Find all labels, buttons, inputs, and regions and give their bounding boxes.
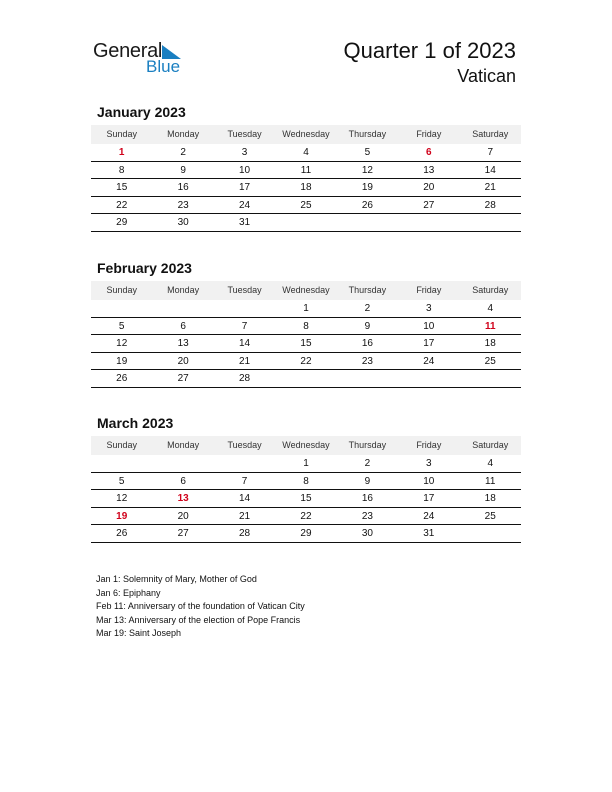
weekday-label: Monday: [167, 440, 200, 450]
day-cell: 19: [116, 510, 128, 522]
logo-text-general: General: [93, 40, 163, 62]
day-cell: 23: [361, 510, 373, 522]
day-cell: [398, 370, 459, 387]
day-cell: 8: [303, 320, 309, 332]
holiday-note: Mar 19: Saint Joseph: [96, 628, 182, 639]
day-cell: 30: [177, 217, 189, 229]
day-cell: 26: [361, 199, 373, 211]
day-cell: 21: [238, 355, 251, 367]
day-cell: 6: [180, 320, 186, 332]
day-cell: 8: [118, 164, 125, 176]
logo-text-blue: Blue: [146, 57, 181, 76]
day-cell: [398, 214, 459, 231]
day-cell: 18: [300, 182, 312, 194]
day-cell: 2: [364, 303, 371, 314]
day-cell: 7: [241, 320, 248, 332]
brand-logo: [93, 40, 193, 80]
week-row: [91, 455, 521, 473]
day-cell: 4: [487, 303, 494, 314]
day-cell: 12: [116, 493, 128, 505]
day-cell: 20: [177, 355, 189, 367]
day-cell: [460, 214, 521, 231]
day-cell: 10: [423, 320, 435, 332]
day-cell: 4: [487, 458, 494, 469]
day-cell: 13: [423, 164, 435, 176]
day-cell: 10: [238, 164, 251, 176]
day-cell: 22: [116, 199, 128, 211]
day-cell: [152, 300, 213, 317]
day-cell: 11: [484, 320, 496, 332]
day-cell: 4: [303, 147, 309, 158]
weekday-label: Thursday: [348, 129, 387, 139]
weekday-label: Wednesday: [282, 440, 330, 450]
week-row: [91, 318, 521, 336]
day-cell: 13: [177, 338, 189, 350]
month-title: January 2023: [97, 104, 186, 120]
day-cell: 7: [241, 475, 248, 487]
day-cell: 2: [364, 458, 371, 469]
day-cell: [91, 455, 152, 472]
weekday-label: Wednesday: [282, 285, 330, 295]
weekday-label: Saturday: [472, 285, 509, 295]
week-row: [91, 525, 521, 543]
weekday-label: Tuesday: [227, 440, 262, 450]
weekday-header: [91, 281, 521, 300]
day-cell: 15: [116, 182, 128, 194]
week-row: [91, 214, 521, 232]
day-cell: 13: [177, 493, 189, 505]
day-cell: 17: [423, 338, 435, 350]
day-cell: 24: [423, 510, 435, 522]
day-cell: [214, 300, 275, 317]
day-cell: 23: [177, 199, 189, 211]
day-cell: 1: [303, 458, 309, 469]
month-calendar-february: [91, 260, 521, 388]
day-cell: 5: [364, 147, 371, 158]
day-cell: 22: [300, 510, 312, 522]
day-cell: [460, 370, 521, 387]
week-row: [91, 300, 521, 318]
weekday-label: Sunday: [106, 285, 137, 295]
day-cell: [275, 370, 336, 387]
day-cell: 25: [484, 510, 496, 522]
day-cell: [91, 300, 152, 317]
day-cell: 9: [364, 475, 371, 487]
day-cell: 9: [364, 320, 371, 332]
weekday-label: Tuesday: [227, 129, 262, 139]
day-cell: 22: [300, 355, 312, 367]
day-cell: 6: [180, 475, 186, 487]
day-cell: 18: [484, 493, 496, 505]
page-title: Quarter 1 of 2023: [343, 38, 516, 63]
holiday-note: Jan 1: Solemnity of Mary, Mother of God: [96, 574, 257, 584]
day-cell: 1: [303, 303, 309, 314]
day-cell: 27: [423, 199, 435, 211]
day-cell: 20: [177, 510, 189, 522]
day-cell: 12: [116, 338, 128, 350]
month-title: March 2023: [97, 415, 174, 431]
week-row: [91, 370, 521, 388]
weekday-label: Friday: [416, 440, 442, 450]
day-cell: 27: [177, 528, 189, 540]
day-cell: [275, 214, 336, 231]
day-cell: 3: [426, 458, 432, 469]
day-cell: 24: [238, 199, 251, 211]
week-row: [91, 197, 521, 215]
weekday-label: Friday: [416, 129, 442, 139]
day-cell: [214, 455, 275, 472]
day-cell: 5: [118, 475, 125, 487]
holiday-note: Feb 11: Anniversary of the foundation of Vatican City: [96, 601, 305, 612]
holiday-note: Jan 6: Epiphany: [96, 587, 161, 598]
month-calendar-january: [91, 104, 521, 232]
day-cell: 2: [180, 147, 186, 158]
day-cell: 28: [238, 528, 251, 540]
month-title: February 2023: [97, 260, 192, 276]
weekday-label: Tuesday: [227, 285, 262, 295]
week-row: [91, 490, 521, 508]
week-row: [91, 179, 521, 197]
day-cell: [460, 525, 521, 542]
weekday-label: Sunday: [106, 129, 137, 139]
day-cell: 14: [238, 338, 251, 350]
day-cell: 24: [423, 355, 435, 367]
day-cell: 19: [361, 182, 373, 194]
day-cell: 10: [423, 475, 435, 487]
day-cell: 28: [484, 199, 496, 211]
day-cell: 29: [116, 217, 128, 229]
day-cell: 16: [361, 338, 373, 350]
week-row: [91, 335, 521, 353]
holiday-note: Mar 13: Anniversary of the election of Pope Francis: [96, 614, 301, 625]
day-cell: 25: [300, 199, 312, 211]
day-cell: 18: [484, 338, 496, 350]
country-subtitle: Vatican: [457, 66, 516, 86]
day-cell: 16: [361, 493, 373, 505]
week-row: [91, 473, 521, 491]
day-cell: 21: [238, 510, 251, 522]
day-cell: 15: [300, 338, 312, 350]
weekday-label: Saturday: [472, 129, 509, 139]
day-cell: 28: [238, 373, 251, 385]
day-cell: 31: [423, 528, 435, 540]
weekday-label: Saturday: [472, 440, 509, 450]
day-cell: [337, 214, 398, 231]
weekday-label: Sunday: [106, 440, 137, 450]
day-cell: 14: [238, 493, 251, 505]
weekday-label: Friday: [416, 285, 442, 295]
day-cell: 7: [487, 147, 494, 158]
week-row: [91, 144, 521, 162]
weekday-label: Monday: [167, 285, 200, 295]
day-cell: 12: [361, 164, 373, 176]
week-row: [91, 508, 521, 526]
day-cell: 26: [116, 373, 128, 385]
day-cell: 21: [484, 182, 496, 194]
day-cell: 11: [300, 164, 312, 176]
weekday-label: Wednesday: [282, 129, 330, 139]
day-cell: 25: [484, 355, 496, 367]
day-cell: 31: [238, 217, 251, 229]
day-cell: 23: [361, 355, 373, 367]
day-cell: 3: [426, 303, 432, 314]
week-row: [91, 162, 521, 180]
day-cell: 3: [241, 147, 248, 158]
day-cell: 26: [116, 528, 128, 540]
day-cell: [152, 455, 213, 472]
day-cell: 9: [180, 164, 186, 176]
day-cell: 19: [116, 355, 128, 367]
day-cell: 20: [423, 182, 435, 194]
day-cell: 5: [118, 320, 125, 332]
weekday-header: [91, 436, 521, 455]
week-row: [91, 353, 521, 371]
day-cell: 17: [238, 182, 251, 194]
month-calendar-march: [91, 415, 521, 543]
day-cell: 27: [177, 373, 189, 385]
day-cell: 8: [303, 475, 309, 487]
day-cell: 29: [300, 528, 312, 540]
day-cell: 15: [300, 493, 312, 505]
weekday-label: Thursday: [348, 285, 387, 295]
day-cell: [337, 370, 398, 387]
day-cell: 14: [484, 164, 496, 176]
day-cell: 1: [118, 147, 125, 158]
day-cell: 30: [361, 528, 373, 540]
holiday-notes: [96, 573, 305, 641]
day-cell: 11: [485, 475, 496, 487]
day-cell: 17: [423, 493, 435, 505]
day-cell: 16: [177, 182, 189, 194]
day-cell: 6: [426, 147, 432, 158]
weekday-label: Monday: [167, 129, 200, 139]
weekday-label: Thursday: [348, 440, 387, 450]
weekday-header: [91, 125, 521, 144]
